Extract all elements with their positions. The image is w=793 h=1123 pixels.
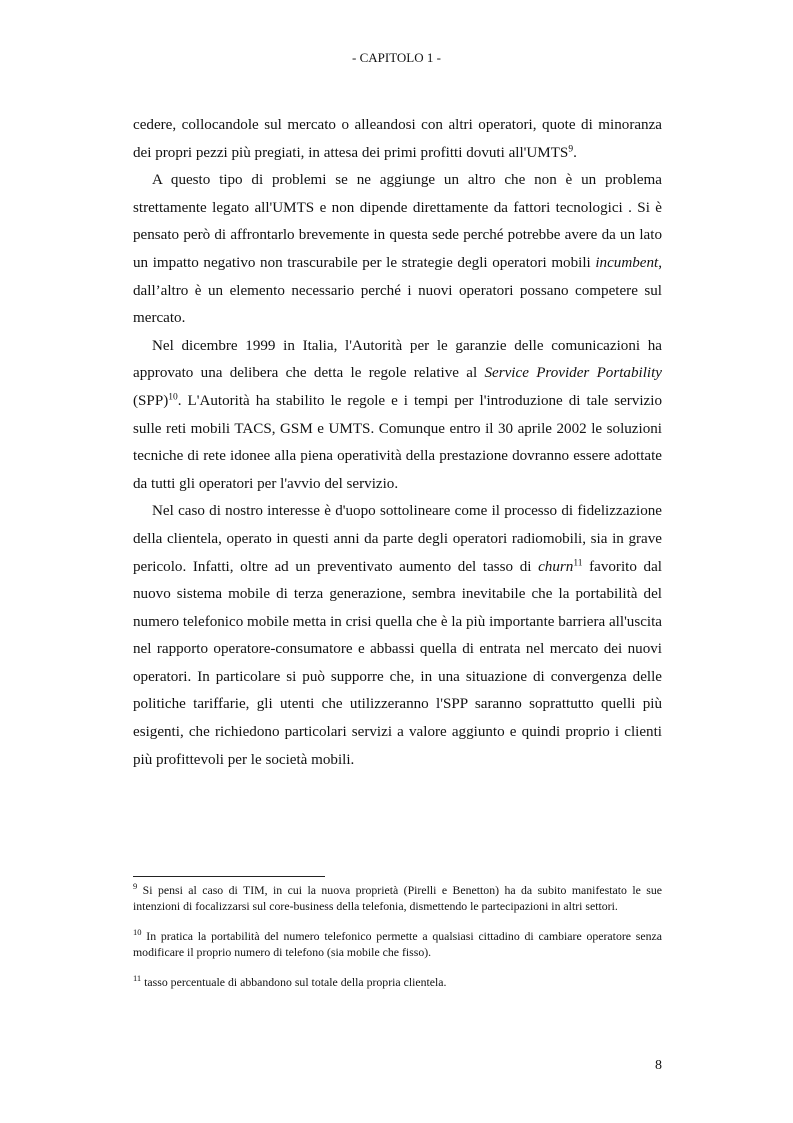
footnote-number-11: 11 <box>133 972 142 983</box>
footnote-10 <box>133 928 662 960</box>
footnote-text-9: Si pensi al caso di TIM, in cui la nuova proprietà (Pirelli e Benetton) ha da subito manifestato le sue intenzioni di focalizzarsi sul core-business della telefonia, dismettendo le partecipazioni in altri settori. <box>133 883 662 913</box>
term-incumbent: incumbent <box>595 254 659 271</box>
paragraph-2 <box>133 167 662 333</box>
footnotes <box>133 882 662 990</box>
paragraph-3 <box>133 333 662 499</box>
paragraph-3-text-a: Nel dicembre 1999 in Italia, l'Autorità per le garanzie delle comunicazioni ha approvato una delibera che detta le regole relative al <box>133 337 662 382</box>
paragraph-4-text-b: favorito dal nuovo sistema mobile di terza generazione, sembra inevitabile che la portabilità del numero telefonico mobile metta in crisi quella che è la più importante barriera all'uscita nel rapporto operatore-consumatore e abbassi quella di entrata nel mercato dei nuovi operatori. In particolare si può supporre che, in una situazione di convergenza delle politiche tariffarie, gli utenti che utilizzeranno l'SPP saranno soprattutto quelli più esigenti, che richiedono particolari servizi a valore aggiunto e quindi proprio i clienti più profittevoli per le società mobili. <box>133 558 662 768</box>
paragraph-2-text-a: A questo tipo di problemi se ne aggiunge un altro che non è un problema strettamente legato all'UMTS e non dipende direttamente da fattori tecnologici . Si è pensato però di affrontarlo brevemente in questa sede perché potrebbe avere da un lato un impatto negativo non trascurabile per le strategie degli operatori mobili <box>133 172 662 271</box>
footnote-number-9: 9 <box>133 880 138 891</box>
footnote-ref-11: 11 <box>573 557 583 568</box>
footnote-number-10: 10 <box>133 926 142 937</box>
body-text <box>133 112 662 774</box>
footnote-9 <box>133 882 662 914</box>
running-header: - CAPITOLO 1 - <box>352 50 441 65</box>
page-number: 8 <box>655 1058 662 1073</box>
footnote-ref-9: 9 <box>568 143 574 154</box>
paragraph-4 <box>133 498 662 774</box>
footnote-separator <box>133 876 325 877</box>
paragraph-1-end: . <box>573 144 577 161</box>
term-churn: churn <box>538 558 574 575</box>
paragraph-2-text-b: , dall’altro è un elemento necessario perché i nuovi operatori possano competere sul mercato. <box>133 254 662 327</box>
footnote-text-11: tasso percentuale di abbandono sul totale della propria clientela. <box>141 975 447 989</box>
footnote-ref-10: 10 <box>168 392 178 403</box>
paragraph-1-text: cedere, collocandole sul mercato o alleandosi con altri operatori, quote di minoranza dei propri pezzi più pregiati, in attesa dei primi profitti dovuti all'UMTS <box>133 117 662 161</box>
footnote-text-10: In pratica la portabilità del numero telefonico permette a qualsiasi cittadino di cambiare operatore senza modificare il proprio numero di telefono (sia mobile che fisso). <box>133 929 662 959</box>
paragraph-1 <box>133 112 662 167</box>
term-service-provider-portability: Service Provider Portability <box>484 365 662 382</box>
paragraph-3-text-c: . L'Autorità ha stabilito le regole e i tempi per l'introduzione di tale servizio sulle reti mobili TACS, GSM e UMTS. Comunque entro il 30 aprile 2002 le soluzioni tecniche di rete idonee alla piena operatività della prestazione dovranno essere adottate da tutti gli operatori per l'avvio del servizio. <box>133 392 662 492</box>
paragraph-4-text-a: Nel caso di nostro interesse è d'uopo sottolineare come il processo di fidelizzazione della clientela, operato in questi anni da parte degli operatori radiomobili, sia in grave pericolo. Infatti, oltre ad un preventivato aumento del tasso di <box>133 503 662 575</box>
paragraph-3-text-b: (SPP) <box>133 392 169 409</box>
footnote-11 <box>133 974 662 990</box>
